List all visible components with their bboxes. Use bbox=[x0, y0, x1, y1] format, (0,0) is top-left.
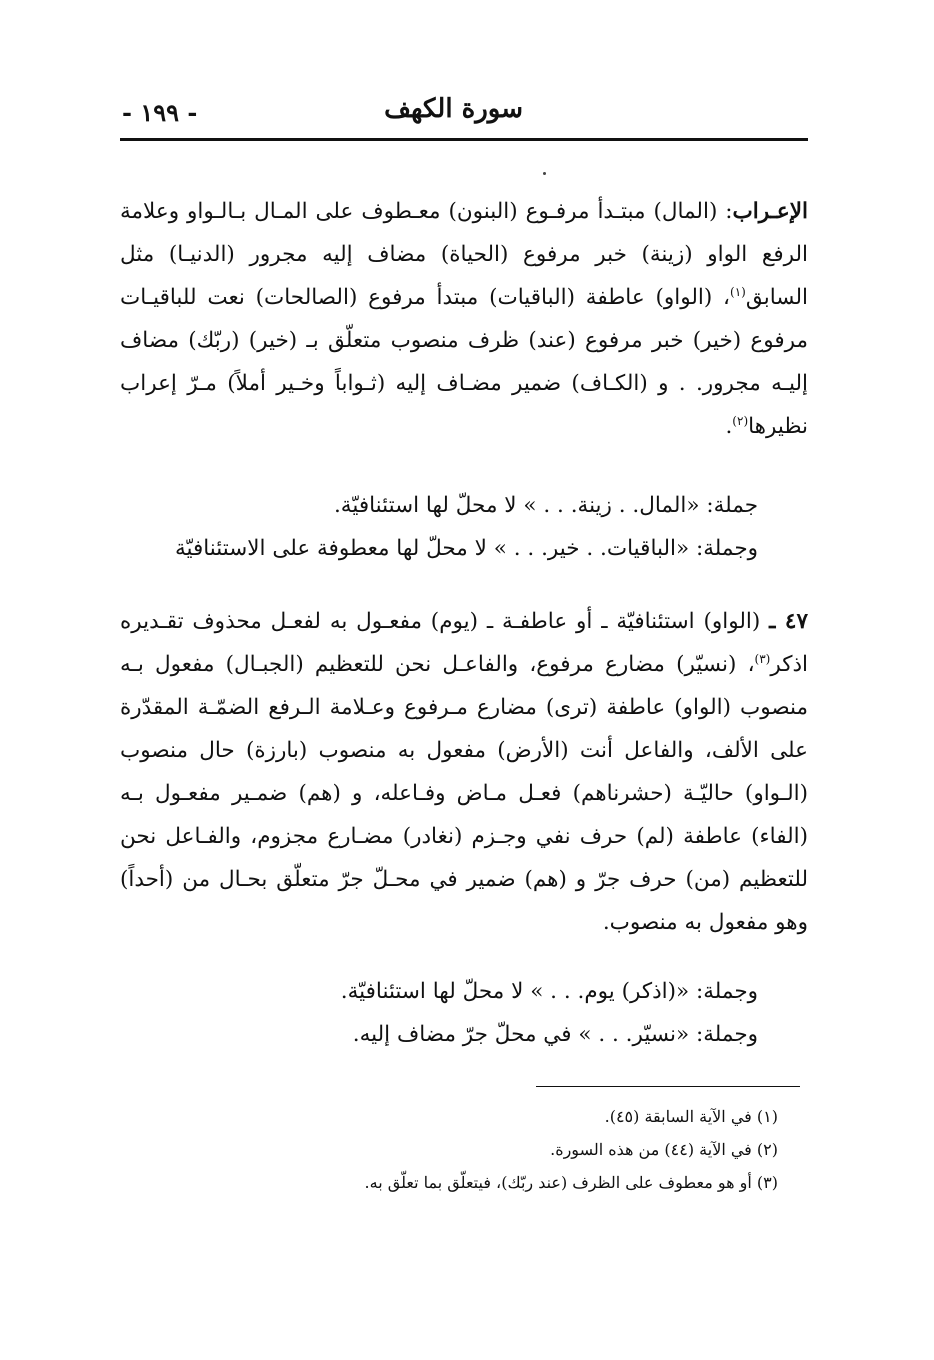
paragraph-text: . bbox=[725, 414, 733, 439]
verse-number: ٤٧ ـ bbox=[769, 609, 808, 634]
footnote-divider bbox=[536, 1086, 800, 1087]
paragraph-text: (الواو) استئنافيّة ـ أو عاطفـة ـ (يوم) مفعـول به لفعـل محذوف تقـديره اذكر bbox=[120, 609, 808, 677]
paragraph-lead: الإعـراب bbox=[732, 199, 808, 224]
sentence-line: جملة: «المال. . زينة. . . » لا محلّ لها استئنافيّة. bbox=[333, 493, 758, 518]
sentence-analysis-2 bbox=[120, 970, 808, 1056]
page-number: - ١٩٩ - bbox=[122, 98, 198, 127]
paragraph-text: : (المال) مبتـدأ مرفـوع (البنون) معـطوف على المـال بـالـواو وعلامة الرفع الواو (زينة) خبر مرفوع (الحياة) مضاف إليه مجرور (الدنيـا) مثل السابق bbox=[120, 199, 809, 310]
footnote-ref: (١) bbox=[730, 284, 746, 299]
header-divider bbox=[120, 138, 808, 141]
paragraph-text: ، (الواو) عاطفة (الباقيات) مبتدأ مرفوع (الصالحات) نعت للباقيـات مرفوع (خير) خبر مرفوع (عند) ظرف منصوب متعلّق بـ (خير) (ربّك) مضاف إليـه مجرور. . و (الكـاف) ضمير مضـاف إليه (ثـواباً وخـير أملاً) مـرّ إعراب نظيرها bbox=[120, 285, 808, 439]
ink-dot bbox=[543, 172, 546, 175]
footnote-item: (٢) في الآية (٤٤) من هذه السورة. bbox=[550, 1140, 778, 1159]
footnotes bbox=[300, 1100, 778, 1199]
footnote-ref: (٢) bbox=[732, 413, 749, 428]
paragraph-text: ، (نسيّر) مضارع مرفوع، والفاعـل نحن للتعظيم (الجبـال) مفعول بـه منصوب (الواو) عاطفة (ترى) مضارع مـرفوع وعـلامة الـرفع الضمّـة المقدّرة على الألف، والفاعل أنت (الأرض) مفعول به منصوب (بارزة) حال منصوب (الـواو) حاليّـة (حشرناهم) فعـل مـاض وفـاعله، و (هم) ضمـير مفعـول بـه (الفاء) عاطفة (لم) حرف نفي وجـزم (نغادر) مضـارع مجزوم، والفـاعل نحن للتعظيم (من) حرف جرّ و (هم) ضمير في محـلّ جرّ متعلّق بحـال من (أحداً) وهو مفعول به منصوب. bbox=[120, 652, 808, 935]
paragraph-irab-1 bbox=[120, 190, 808, 448]
footnote-ref: (٣) bbox=[754, 651, 771, 666]
page-header bbox=[120, 92, 808, 132]
footnote-item: (٣) أو هو معطوف على الظرف (عند ربّك)، فيتعلّق بما تعلّق به. bbox=[364, 1173, 778, 1192]
surah-title: سورة الكهف bbox=[384, 94, 523, 124]
sentence-line: وجملة: «الباقيات. . خير. . . » لا محلّ لها معطوفة على الاستئنافيّة bbox=[174, 536, 758, 561]
footnote-item: (١) في الآية السابقة (٤٥). bbox=[604, 1107, 778, 1126]
paragraph-irab-2 bbox=[120, 600, 808, 944]
sentence-analysis-1 bbox=[120, 484, 808, 570]
sentence-line: وجملة: «(اذكر) يوم. . . » لا محلّ لها استئنافيّة. bbox=[340, 979, 758, 1004]
sentence-line: وجملة: «نسيّر. . . » في محلّ جرّ مضاف إليه. bbox=[352, 1022, 758, 1047]
